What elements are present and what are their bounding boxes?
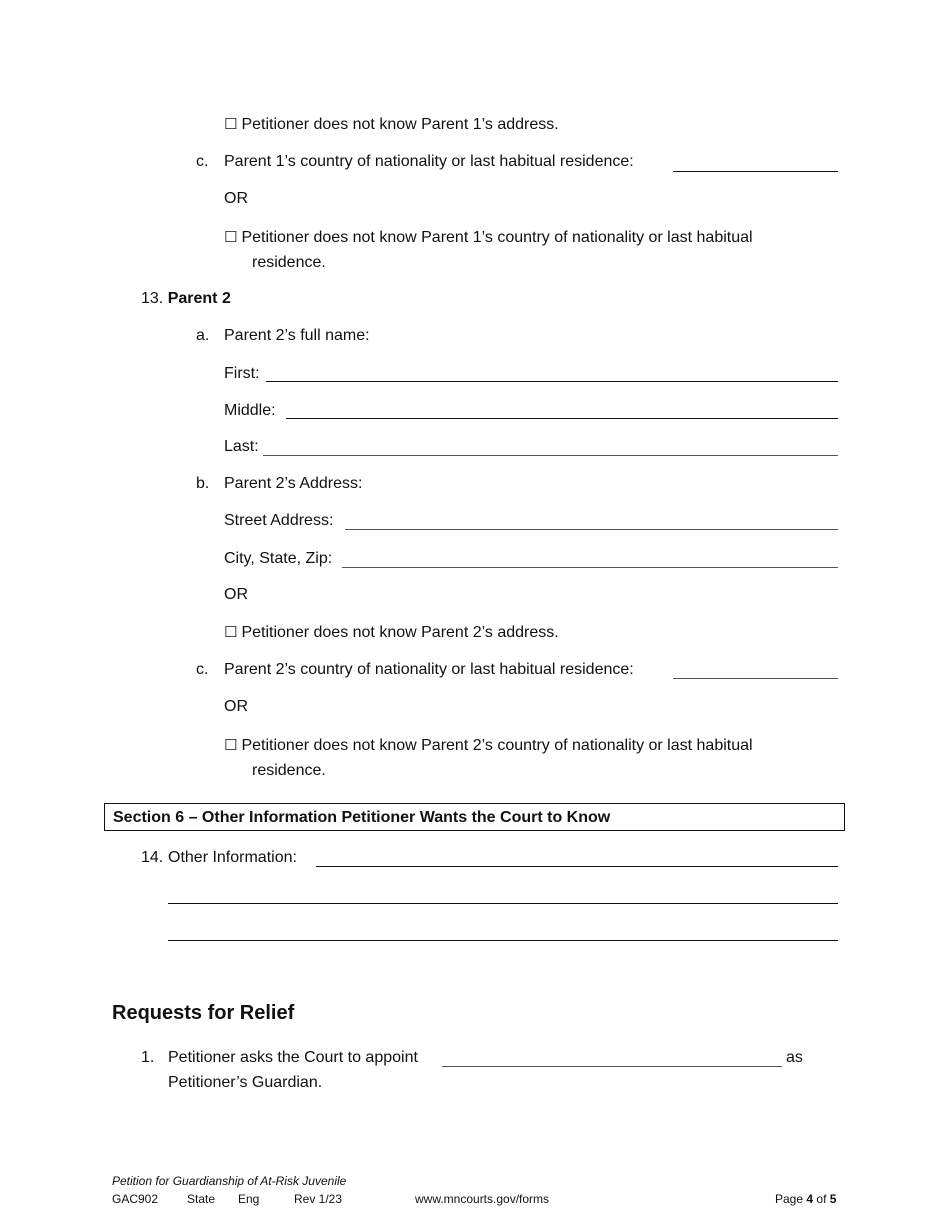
p1-unknown-country-text-cont: residence.	[252, 254, 326, 271]
other-info-field-2[interactable]	[168, 903, 838, 904]
p2-last-label: Last:	[224, 438, 259, 455]
p1-unknown-country-text: Petitioner does not know Parent 1’s country of nationality or last habitual	[241, 229, 753, 246]
p2-or-1: OR	[224, 586, 248, 603]
page-prefix: Page	[775, 1192, 804, 1206]
p2-country-label: Parent 2’s country of nationality or last habitual residence:	[224, 661, 634, 678]
other-info-field-3[interactable]	[168, 940, 838, 941]
p2-city-label: City, State, Zip:	[224, 550, 333, 567]
relief-item-1-text: Petitioner asks the Court to appoint	[168, 1049, 418, 1066]
p1-country-field[interactable]	[673, 171, 838, 172]
item-14-number: 14.	[141, 849, 164, 866]
p1-unknown-address-text: Petitioner does not know Parent 1’s address.	[241, 116, 559, 133]
relief-item-1-as: as	[786, 1049, 803, 1066]
p2-or-2: OR	[224, 698, 248, 715]
p2-c-marker: c.	[196, 661, 209, 678]
p2-middle-field[interactable]	[286, 418, 838, 419]
form-title: Petition for Guardianship of At-Risk Juvenile	[112, 1174, 347, 1188]
checkbox-p1-unknown-country[interactable]	[224, 228, 753, 247]
checkbox-icon: ☐	[224, 623, 238, 641]
item-13-heading	[141, 290, 231, 308]
p2-middle-label: Middle:	[224, 402, 276, 419]
relief-heading: Requests for Relief	[112, 1002, 295, 1024]
page-of: of	[816, 1192, 827, 1206]
p2-address-label: Parent 2’s Address:	[224, 475, 363, 492]
section-6-title: Section 6 – Other Information Petitioner Wants the Court to Know	[113, 809, 611, 826]
footer-form-code: GAC902	[112, 1192, 159, 1206]
p2-unknown-country-text: Petitioner does not know Parent 2’s country of nationality or last habitual	[241, 737, 753, 754]
relief-item-1-text-cont: Petitioner’s Guardian.	[168, 1074, 323, 1091]
p2-a-marker: a.	[196, 327, 210, 344]
section-6-header	[104, 803, 845, 831]
footer-website: www.mncourts.gov/forms	[415, 1192, 550, 1206]
p1-country-label: Parent 1’s country of nationality or last habitual residence:	[224, 153, 634, 170]
p1-c-marker: c.	[196, 153, 209, 170]
p2-full-name-label: Parent 2’s full name:	[224, 327, 370, 344]
other-info-label: Other Information:	[168, 849, 297, 866]
footer-page-number	[775, 1192, 836, 1206]
p2-first-field[interactable]	[266, 381, 838, 382]
p1-or: OR	[224, 190, 248, 207]
guardian-name-field[interactable]	[442, 1066, 782, 1067]
item-13-title: Parent 2	[167, 290, 231, 307]
footer-jurisdiction: State	[187, 1192, 216, 1206]
p2-city-field[interactable]	[342, 567, 838, 568]
p2-unknown-country-text-cont: residence.	[252, 762, 326, 779]
checkbox-icon: ☐	[224, 115, 238, 133]
checkbox-p1-unknown-address[interactable]	[224, 115, 559, 134]
p2-unknown-address-text: Petitioner does not know Parent 2’s address.	[241, 624, 559, 641]
p2-country-field[interactable]	[673, 678, 838, 679]
p2-street-label: Street Address:	[224, 512, 334, 529]
checkbox-icon: ☐	[224, 736, 238, 754]
page-current: 4	[806, 1192, 814, 1206]
footer-language: Eng	[238, 1192, 260, 1206]
other-info-field-1[interactable]	[316, 866, 838, 867]
footer-form-title	[112, 1174, 346, 1188]
checkbox-p2-unknown-address[interactable]	[224, 623, 559, 642]
page-total: 5	[829, 1192, 837, 1206]
relief-item-1-number: 1.	[141, 1049, 155, 1066]
checkbox-icon: ☐	[224, 228, 238, 246]
p2-street-field[interactable]	[345, 529, 838, 530]
checkbox-p2-unknown-country[interactable]	[224, 736, 753, 755]
item-13-number: 13.	[141, 290, 164, 307]
footer-revision: Rev 1/23	[294, 1192, 343, 1206]
p2-b-marker: b.	[196, 475, 210, 492]
p2-last-field[interactable]	[263, 455, 838, 456]
p2-first-label: First:	[224, 365, 260, 382]
